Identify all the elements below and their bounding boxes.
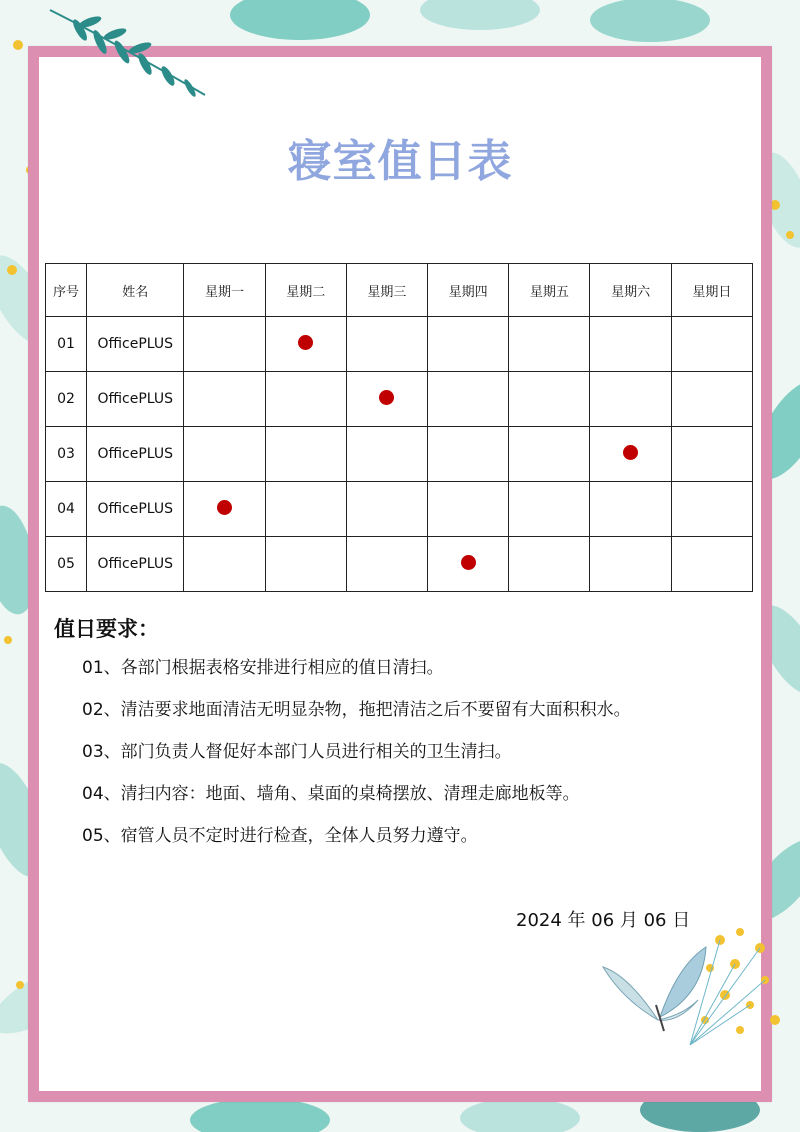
- row-number: 03: [46, 427, 87, 482]
- table-row: [46, 317, 753, 372]
- day-cell: [509, 427, 590, 482]
- column-header: 星期日: [671, 264, 752, 317]
- duty-marker-dot: [379, 390, 394, 405]
- day-cell: [265, 427, 346, 482]
- fern-leaf-decoration: [40, 0, 220, 110]
- column-header: 星期三: [346, 264, 427, 317]
- table-row: [46, 372, 753, 427]
- day-cell: [265, 317, 346, 372]
- day-cell: [671, 537, 752, 592]
- day-cell: [428, 372, 509, 427]
- table-row: [46, 537, 753, 592]
- day-cell: [509, 537, 590, 592]
- column-header: 星期二: [265, 264, 346, 317]
- duty-schedule-table: [45, 263, 753, 592]
- day-cell: [346, 317, 427, 372]
- duty-marker-dot: [217, 500, 232, 515]
- requirements-list: [82, 654, 631, 864]
- member-name: OfficePLUS: [87, 317, 184, 372]
- column-header: 星期五: [509, 264, 590, 317]
- day-cell: [346, 482, 427, 537]
- day-cell: [590, 317, 671, 372]
- day-cell: [671, 317, 752, 372]
- document-date: 2024 年 06 月 06 日: [516, 910, 691, 931]
- duty-marker-dot: [298, 335, 313, 350]
- duty-marker-dot: [623, 445, 638, 460]
- member-name: OfficePLUS: [87, 372, 184, 427]
- requirement-item: 05、宿管人员不定时进行检查，全体人员努力遵守。: [82, 826, 478, 846]
- day-cell: [428, 482, 509, 537]
- day-cell: [590, 537, 671, 592]
- day-cell: [428, 317, 509, 372]
- column-header: 姓名: [87, 264, 184, 317]
- day-cell: [346, 537, 427, 592]
- page-title: 寝室值日表: [287, 136, 513, 187]
- day-cell: [509, 317, 590, 372]
- day-cell: [671, 482, 752, 537]
- column-header: 序号: [46, 264, 87, 317]
- day-cell: [428, 427, 509, 482]
- day-cell: [590, 482, 671, 537]
- table-header-row: [46, 264, 753, 317]
- day-cell: [509, 482, 590, 537]
- day-cell: [428, 537, 509, 592]
- day-cell: [265, 482, 346, 537]
- day-cell: [184, 372, 265, 427]
- table-row: [46, 427, 753, 482]
- requirements-title: 值日要求：: [54, 617, 159, 641]
- row-number: 05: [46, 537, 87, 592]
- day-cell: [184, 537, 265, 592]
- member-name: OfficePLUS: [87, 537, 184, 592]
- day-cell: [184, 427, 265, 482]
- member-name: OfficePLUS: [87, 482, 184, 537]
- row-number: 02: [46, 372, 87, 427]
- requirement-item: 04、清扫内容：地面、墙角、桌面的桌椅摆放、清理走廊地板等。: [82, 784, 580, 804]
- column-header: 星期六: [590, 264, 671, 317]
- day-cell: [671, 427, 752, 482]
- day-cell: [184, 482, 265, 537]
- table-row: [46, 482, 753, 537]
- duty-marker-dot: [461, 555, 476, 570]
- day-cell: [265, 537, 346, 592]
- column-header: 星期四: [428, 264, 509, 317]
- day-cell: [509, 372, 590, 427]
- day-cell: [346, 372, 427, 427]
- requirement-item: 03、部门负责人督促好本部门人员进行相关的卫生清扫。: [82, 742, 512, 762]
- column-header: 星期一: [184, 264, 265, 317]
- day-cell: [346, 427, 427, 482]
- day-cell: [265, 372, 346, 427]
- row-number: 01: [46, 317, 87, 372]
- requirement-item: 02、清洁要求地面清洁无明显杂物，拖把清洁之后不要留有大面积积水。: [82, 700, 631, 720]
- butterfly-decoration: [598, 945, 713, 1035]
- row-number: 04: [46, 482, 87, 537]
- day-cell: [590, 372, 671, 427]
- requirement-item: 01、各部门根据表格安排进行相应的值日清扫。: [82, 658, 444, 678]
- day-cell: [590, 427, 671, 482]
- member-name: OfficePLUS: [87, 427, 184, 482]
- day-cell: [184, 317, 265, 372]
- day-cell: [671, 372, 752, 427]
